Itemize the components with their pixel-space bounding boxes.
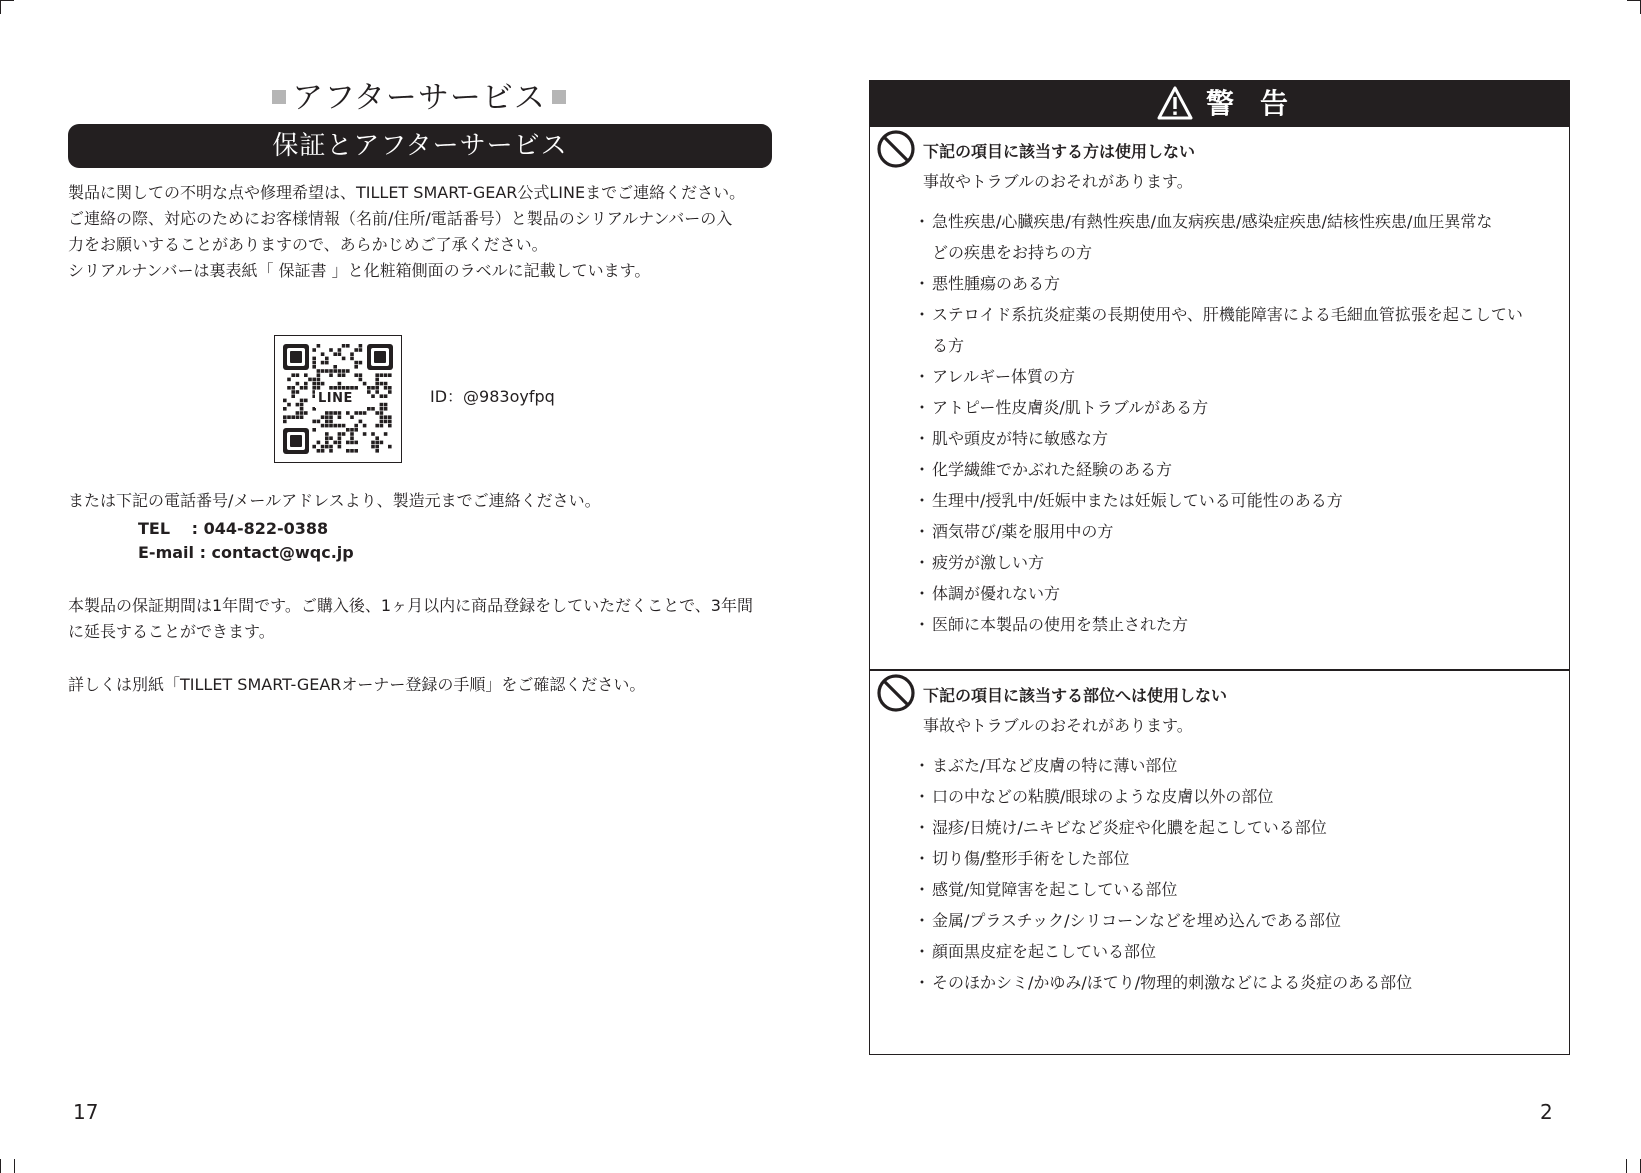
qr-module — [287, 378, 291, 382]
qr-module — [329, 415, 333, 419]
qr-module — [346, 441, 350, 445]
qr-module — [350, 428, 354, 432]
crop-mark — [0, 0, 14, 1]
crop-mark — [1627, 0, 1641, 1]
list-item: ・ 肌や頭皮が特に敏感な方 — [922, 423, 1562, 454]
qr-module — [312, 386, 316, 390]
qr-module — [317, 420, 321, 424]
qr-module — [384, 432, 388, 436]
qr-module — [359, 420, 363, 424]
list-item: ・ 悪性腫瘍のある方 — [922, 268, 1562, 299]
qr-module — [321, 415, 325, 419]
qr-module — [304, 411, 308, 415]
list-item: ・ 酒気帯び/薬を服用中の方 — [922, 516, 1562, 547]
qr-module — [296, 382, 300, 386]
qr-module — [342, 369, 346, 373]
qr-module — [388, 390, 392, 394]
qr-module — [283, 420, 287, 424]
qr-module — [321, 352, 325, 356]
crop-mark — [14, 1159, 15, 1173]
qr-module — [325, 436, 329, 440]
qr-module — [371, 445, 375, 449]
qr-module — [317, 441, 321, 445]
qr-module — [317, 449, 321, 453]
crop-mark — [1626, 1159, 1627, 1173]
qr-module — [312, 420, 316, 424]
qr-module — [380, 415, 384, 419]
qr-module — [300, 403, 304, 407]
qr-module — [296, 411, 300, 415]
detail-note-text: 詳しくは別紙「TILLET SMART-GEARオーナー登録の手順」をご確認ください。 — [68, 675, 646, 694]
list-item: ・ 生理中/授乳中/妊娠中または妊娠している可能性のある方 — [922, 485, 1562, 516]
qr-module — [371, 441, 375, 445]
qr-module — [375, 382, 379, 386]
qr-module — [350, 432, 354, 436]
qr-module — [359, 378, 363, 382]
qr-module — [329, 386, 333, 390]
qr-module — [354, 373, 358, 377]
qr-module — [338, 424, 342, 428]
qr-module — [329, 348, 333, 352]
qr-module — [363, 432, 367, 436]
qr-module — [308, 378, 312, 382]
qr-module — [291, 386, 295, 390]
qr-module — [296, 373, 300, 377]
qr-module — [291, 373, 295, 377]
qr-module — [359, 411, 363, 415]
qr-module — [342, 386, 346, 390]
qr-module — [329, 373, 333, 377]
qr-module — [338, 348, 342, 352]
qr-module — [321, 449, 325, 453]
qr-module — [363, 382, 367, 386]
qr-module — [296, 403, 300, 407]
qr-module — [354, 361, 358, 365]
line-id: ID：@983oyfpq — [430, 387, 555, 406]
list-item: ・ ステロイド系抗炎症薬の長期使用や、肝機能障害による毛細血管拡張を起こしてい — [922, 299, 1562, 330]
qr-module — [346, 344, 350, 348]
qr-module — [375, 445, 379, 449]
qr-module — [375, 449, 379, 453]
warranty-paragraph — [68, 593, 780, 645]
warranty-line: に延長することができます。 — [68, 622, 275, 641]
subheading-bar — [68, 124, 772, 168]
square-bullet-icon — [552, 90, 566, 104]
qr-module — [380, 373, 384, 377]
qr-module — [338, 441, 342, 445]
qr-module — [346, 386, 350, 390]
qr-module — [388, 373, 392, 377]
section1-subtext: 事故やトラブルのおそれがあります。 — [923, 172, 1193, 191]
qr-module — [338, 352, 342, 356]
qr-module — [312, 445, 316, 449]
qr-module — [354, 424, 358, 428]
qr-module — [350, 386, 354, 390]
qr-module — [329, 436, 333, 440]
intro-paragraph — [68, 180, 780, 284]
list-item: ・ まぶた/耳など皮膚の特に薄い部位 — [922, 750, 1562, 781]
qr-module — [333, 352, 337, 356]
qr-module — [312, 382, 316, 386]
qr-module — [325, 415, 329, 419]
contact-intro-text: または下記の電話番号/メールアドレスより、製造元までご連絡ください。 — [68, 491, 601, 510]
qr-module — [380, 403, 384, 407]
qr-module — [329, 424, 333, 428]
warranty-line: 本製品の保証期間は1年間です。ご購入後、1ヶ月以内に商品登録をしていただくことで、3年間 — [68, 596, 753, 615]
qr-module — [329, 420, 333, 424]
qr-module — [371, 394, 375, 398]
qr-module — [367, 386, 371, 390]
qr-module — [350, 441, 354, 445]
qr-module — [354, 411, 358, 415]
list-item: ・ 医師に本製品の使用を禁止された方 — [922, 609, 1562, 640]
page-number-left: 17 — [73, 1100, 99, 1124]
qr-module — [325, 424, 329, 428]
qr-module — [325, 432, 329, 436]
qr-module — [354, 428, 358, 432]
qr-module — [317, 369, 321, 373]
qr-module — [338, 386, 342, 390]
qr-module — [304, 399, 308, 403]
qr-module — [375, 411, 379, 415]
qr-module — [346, 411, 350, 415]
qr-module — [350, 352, 354, 356]
contact-intro — [68, 488, 780, 514]
qr-module — [384, 373, 388, 377]
warning-box — [869, 80, 1570, 1055]
qr-module — [312, 378, 316, 382]
qr-module — [384, 382, 388, 386]
qr-module — [283, 415, 287, 419]
qr-module — [312, 348, 316, 352]
qr-module — [380, 407, 384, 411]
qr-module — [380, 441, 384, 445]
qr-module — [384, 415, 388, 419]
qr-module — [380, 382, 384, 386]
qr-module — [296, 415, 300, 419]
warning-title: 警告 — [1206, 87, 1315, 120]
qr-module — [304, 386, 308, 390]
qr-module — [342, 432, 346, 436]
qr-module — [375, 441, 379, 445]
qr-module — [384, 403, 388, 407]
list-item: ・ 感覚/知覚障害を起こしている部位 — [922, 874, 1562, 905]
qr-module — [375, 373, 379, 377]
crop-mark — [0, 1159, 1, 1173]
qr-module — [375, 436, 379, 440]
qr-module — [287, 386, 291, 390]
qr-module — [342, 373, 346, 377]
qr-module — [304, 382, 308, 386]
qr-module — [300, 399, 304, 403]
qr-module — [325, 369, 329, 373]
qr-module — [325, 441, 329, 445]
square-bullet-icon — [272, 90, 286, 104]
list-item: ・ 顔面黒皮症を起こしている部位 — [922, 936, 1562, 967]
qr-module — [300, 415, 304, 419]
qr-module — [354, 365, 358, 369]
qr-module — [354, 441, 358, 445]
qr-module — [359, 361, 363, 365]
qr-module — [338, 432, 342, 436]
qr-module — [367, 407, 371, 411]
qr-module — [354, 449, 358, 453]
qr-module — [291, 415, 295, 419]
qr-module — [329, 445, 333, 449]
qr-module — [317, 382, 321, 386]
qr-module — [338, 369, 342, 373]
qr-module — [375, 424, 379, 428]
intro-line: シリアルナンバーは裏表紙「 保証書 」と化粧箱側面のラベルに記載しています。 — [68, 261, 651, 280]
list-item-continuation: る方 — [932, 336, 965, 355]
contact-email[interactable]: E-mail : contact@wqc.jp — [138, 543, 354, 562]
detail-note — [68, 672, 780, 698]
section2-list — [922, 750, 1562, 998]
qr-module — [325, 420, 329, 424]
list-item: ・ そのほかシミ/かゆみ/ほてり/物理的刺激などによる炎症のある部位 — [922, 967, 1562, 998]
qr-module — [312, 357, 316, 361]
section2-subtext: 事故やトラブルのおそれがあります。 — [923, 716, 1193, 735]
qr-module — [287, 403, 291, 407]
qr-module — [371, 407, 375, 411]
qr-module — [317, 373, 321, 377]
qr-module — [287, 415, 291, 419]
qr-module — [350, 357, 354, 361]
qr-module — [291, 394, 295, 398]
qr-module — [375, 378, 379, 382]
intro-line: 力をお願いすることがありますので、あらかじめご了承ください。 — [68, 235, 548, 254]
list-item: ・ 化学繊維でかぶれた経験のある方 — [922, 454, 1562, 485]
section-title-text: アフターサービス — [292, 80, 546, 116]
subheading-text: 保証とアフターサービス — [272, 131, 568, 161]
qr-module — [380, 420, 384, 424]
qr-module — [371, 386, 375, 390]
qr-module — [354, 348, 358, 352]
qr-module — [321, 361, 325, 365]
qr-module — [333, 441, 337, 445]
qr-module — [346, 449, 350, 453]
qr-module — [380, 394, 384, 398]
qr-module — [367, 390, 371, 394]
qr-module — [338, 415, 342, 419]
qr-module — [338, 445, 342, 449]
section-divider — [870, 669, 1569, 671]
qr-module — [338, 436, 342, 440]
section-title — [0, 72, 838, 117]
qr-module — [300, 386, 304, 390]
qr-module — [359, 344, 363, 348]
list-item-continuation: どの疾患をお持ちの方 — [932, 243, 1093, 262]
qr-module — [321, 369, 325, 373]
qr-module — [380, 411, 384, 415]
qr-module — [325, 411, 329, 415]
list-item: ・ アトピー性皮膚炎/肌トラブルがある方 — [922, 392, 1562, 423]
qr-module — [388, 420, 392, 424]
qr-module — [375, 390, 379, 394]
qr-module — [312, 361, 316, 365]
qr-module — [333, 365, 337, 369]
qr-module — [325, 445, 329, 449]
qr-module — [317, 344, 321, 348]
qr-module — [350, 415, 354, 419]
prohibition-icon — [876, 673, 916, 713]
qr-module — [338, 382, 342, 386]
qr-module — [317, 386, 321, 390]
list-item: ・ 口の中などの粘膜/眼球のような皮膚以外の部位 — [922, 781, 1562, 812]
qr-module — [317, 378, 321, 382]
qr-module — [312, 428, 316, 432]
list-item: ・ 疲労が激しい方 — [922, 547, 1562, 578]
qr-module — [321, 445, 325, 449]
qr-module — [312, 365, 316, 369]
qr-module — [346, 369, 350, 373]
qr-module — [354, 386, 358, 390]
warning-triangle-icon — [1156, 85, 1194, 121]
qr-module — [296, 390, 300, 394]
qr-module — [333, 411, 337, 415]
warning-header — [870, 81, 1569, 127]
qr-line-label: LINE — [318, 391, 353, 406]
qr-module — [346, 428, 350, 432]
qr-module — [359, 373, 363, 377]
qr-module — [359, 348, 363, 352]
list-item: ・ 湿疹/日焼け/ニキビなど炎症や化膿を起こしている部位 — [922, 812, 1562, 843]
list-item: ・ 切り傷/整形手術をした部位 — [922, 843, 1562, 874]
qr-module — [342, 344, 346, 348]
qr-module — [350, 436, 354, 440]
qr-module — [375, 386, 379, 390]
qr-module — [321, 424, 325, 428]
qr-module — [300, 411, 304, 415]
qr-module — [333, 369, 337, 373]
qr-module — [291, 390, 295, 394]
list-item: ・ 金属/プラスチック/シリコーンなどを埋め込んである部位 — [922, 905, 1562, 936]
qr-module — [388, 424, 392, 428]
prohibition-icon — [876, 129, 916, 169]
qr-module — [321, 382, 325, 386]
intro-line: 製品に関しての不明な点や修理希望は、TILLET SMART-GEAR公式LINEまでご連絡ください。 — [68, 183, 746, 202]
qr-module — [338, 373, 342, 377]
qr-module — [371, 432, 375, 436]
qr-module — [384, 420, 388, 424]
qr-module — [388, 386, 392, 390]
list-item: ・ アレルギー体質の方 — [922, 361, 1562, 392]
contact-tel: TEL : 044-822-0388 — [138, 519, 329, 538]
qr-module — [329, 411, 333, 415]
page-number-right: 2 — [1540, 1100, 1553, 1124]
qr-module — [300, 407, 304, 411]
section1-list — [922, 206, 1562, 640]
list-item: ・ 体調が優れない方 — [922, 578, 1562, 609]
qr-module — [388, 445, 392, 449]
qr-module — [329, 369, 333, 373]
section2-heading: 下記の項目に該当する部位へは使用しない — [923, 686, 1228, 705]
qr-module — [380, 424, 384, 428]
qr-module — [304, 373, 308, 377]
qr-module — [384, 407, 388, 411]
line-qr-code[interactable] — [274, 335, 402, 463]
qr-module — [363, 411, 367, 415]
qr-module — [283, 399, 287, 403]
qr-module — [325, 357, 329, 361]
qr-module — [283, 407, 287, 411]
qr-module — [329, 449, 333, 453]
intro-line: ご連絡の際、対応のためにお客様情報（名前/住所/電話番号）と製品のシリアルナンバーの入 — [68, 209, 733, 228]
qr-module — [363, 424, 367, 428]
crop-mark — [0, 0, 1, 14]
qr-module — [325, 361, 329, 365]
qr-module — [333, 424, 337, 428]
qr-module — [388, 415, 392, 419]
qr-module — [338, 411, 342, 415]
qr-module — [333, 386, 337, 390]
qr-module — [350, 449, 354, 453]
qr-module — [342, 424, 346, 428]
section1-heading: 下記の項目に該当する方は使用しない — [923, 142, 1196, 161]
list-item: ・ 急性疾患/心臓疾患/有熱性疾患/血友病疾患/感染症疾患/結核性疾患/血圧異常な — [922, 206, 1562, 237]
qr-module — [384, 394, 388, 398]
qr-module — [384, 386, 388, 390]
qr-module — [342, 357, 346, 361]
